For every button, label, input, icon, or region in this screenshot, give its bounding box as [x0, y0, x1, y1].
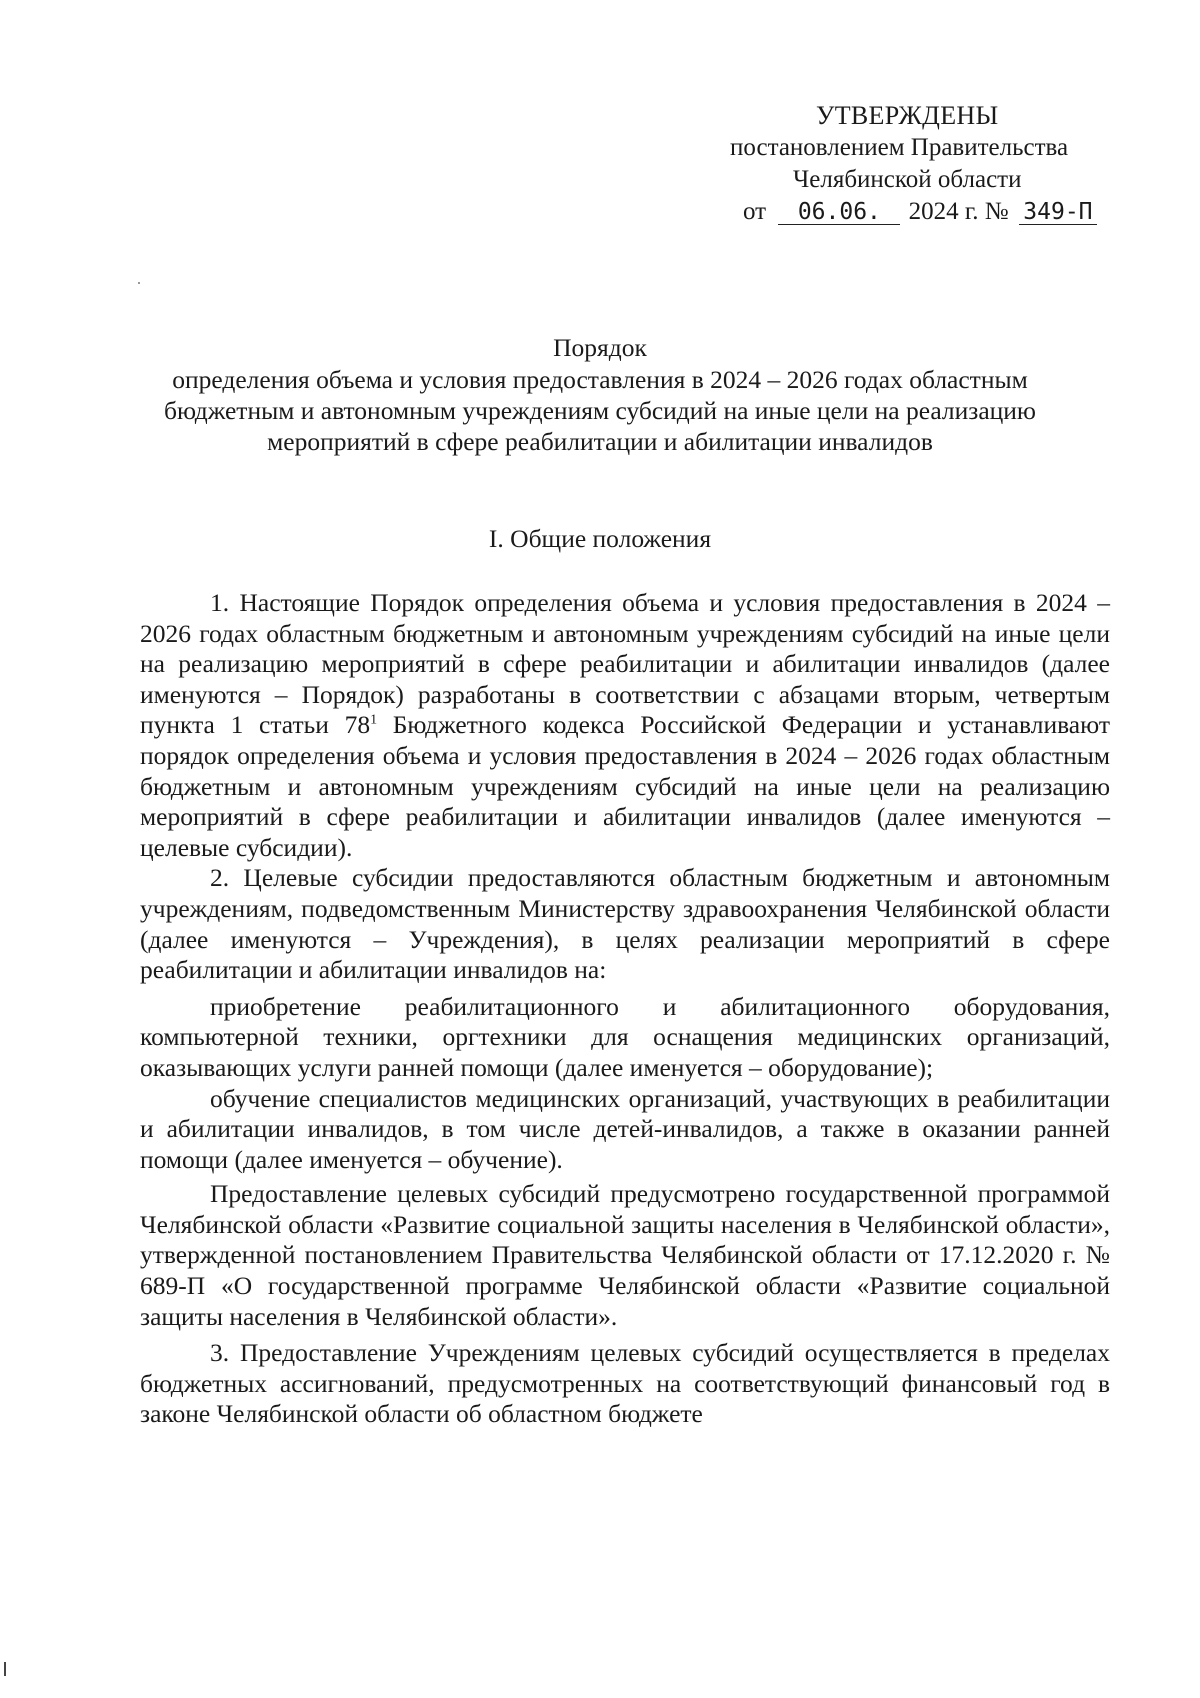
approval-line-1: постановлением Правительства: [730, 134, 1069, 161]
approval-line-2: Челябинской области: [793, 166, 1022, 193]
section-heading: I. Общие положения: [488, 524, 712, 553]
paragraph-2-program: Предоставление целевых субсидий предусмотрено государственной программой Челябинской области «Развитие социальной защиты населения в Челябинской области», утвержденной постановлением Правительства Челябинской области от 17.12.2020 г. № 689-П «О государственной программе Челябинской области «Развитие социальной защиты населения в Челябинской области».: [140, 1179, 1110, 1331]
paragraph-2-item-1: приобретение реабилитационного и абилитационного оборудования, компьютерной техники, оргтехники для оснащения медицинских организаций, оказывающих услуги ранней помощи (далее именуется – оборудование);: [140, 991, 1110, 1082]
superscript: 1: [370, 712, 378, 728]
approval-date-line: [720, 196, 1120, 228]
title-head: Порядок: [553, 333, 647, 362]
approval-heading: УТВЕРЖДЕНЫ: [816, 101, 999, 130]
scan-edge-mark: [4, 1662, 6, 1676]
document-title: [120, 332, 1080, 457]
scan-dot: [138, 282, 140, 284]
paragraph-1-text-a: 1. Настоящие Порядок определения объема и условия предоставления в 2024 – 2026 годах областным бюджетным и автономным учреждениям субсидий на иные цели на реализацию мероприятий в сфере реабилитации и абилитации инвалидов (далее именуются – Порядок) разработаны в соответствии с абзацами вторым, четвертым пункта 1 статьи 78: [140, 588, 1110, 740]
paragraph-1-text-b: Бюджетного кодекса Российской Федерации и устанавливают порядок определения объема и условия предоставления в 2024 – 2026 годах областным бюджетным и автономным учреждениям субсидий на иные цели на реализацию мероприятий в сфере реабилитации и абилитации инвалидов (далее именуются – целевые субсидии).: [140, 710, 1110, 862]
date-filled-field: 06.06.: [778, 200, 900, 225]
paragraph-1: [140, 588, 1110, 863]
paragraph-3: 3. Предоставление Учреждениям целевых субсидий осуществляется в пределах бюджетных ассигнований, предусмотренных на соответствующий финансовый год в законе Челябинской области об областном бюджете: [140, 1338, 1110, 1429]
number-filled-field: 349-П: [1019, 200, 1097, 225]
paragraph-2-item-2: обучение специалистов медицинских организаций, участвующих в реабилитации и абилитации инвалидов, в том числе детей-инвалидов, а также в оказании ранней помощи (далее именуется – обучение).: [140, 1083, 1110, 1174]
title-line-3: мероприятий в сфере реабилитации и абилитации инвалидов: [267, 427, 933, 456]
paragraph-2: 2. Целевые субсидии предоставляются областным бюджетным и автономным учреждениям, подведомственным Министерству здравоохранения Челябинской области (далее именуются – Учреждения), в целях реализации мероприятий в сфере реабилитации и абилитации инвалидов на:: [140, 863, 1110, 985]
document-body: [140, 588, 1110, 1430]
date-year: 2024 г. №: [908, 198, 1009, 225]
title-line-2: бюджетным и автономным учреждениям субсидий на иные цели на реализацию: [164, 396, 1036, 425]
date-prefix: от: [743, 198, 767, 225]
approval-block: [720, 100, 1120, 228]
title-line-1: определения объема и условия предоставления в 2024 – 2026 годах областным: [172, 365, 1028, 394]
